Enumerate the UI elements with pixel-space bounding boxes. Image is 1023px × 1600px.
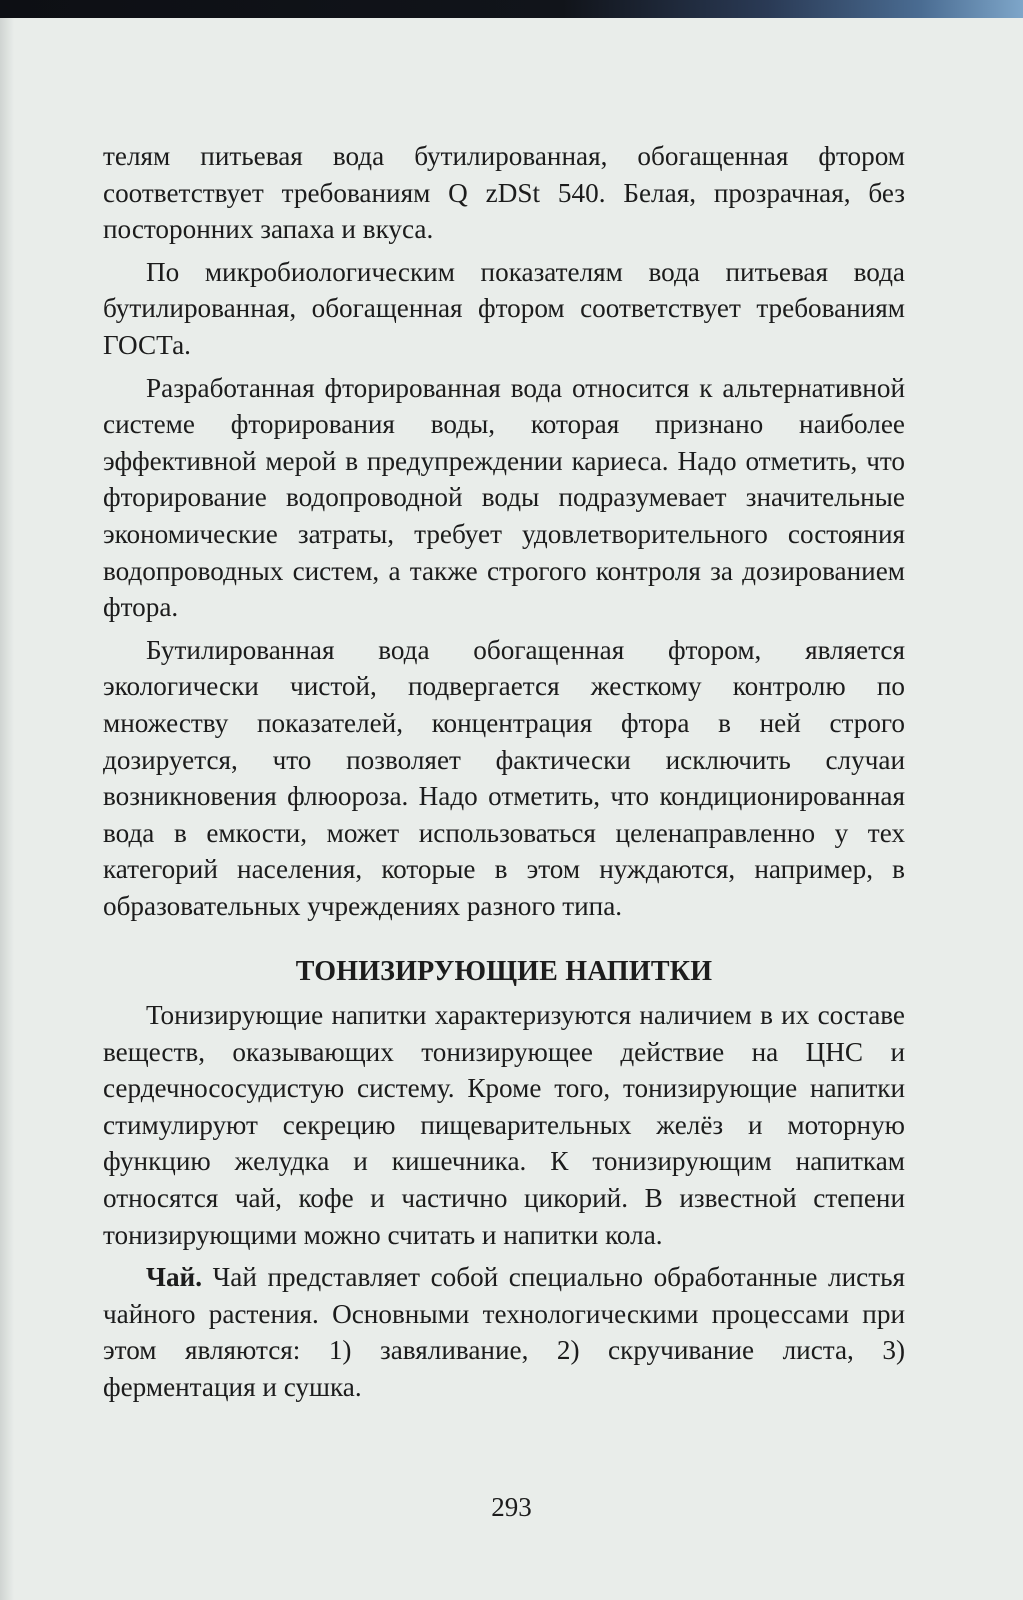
scan-top-edge [0, 0, 1023, 18]
tea-runin-heading: Чай. [146, 1262, 203, 1293]
page-body [103, 138, 905, 1406]
page-number: 293 [491, 1492, 532, 1522]
paragraph-tea [103, 1259, 905, 1405]
section-heading: ТОНИЗИРУЮЩИЕ НАПИТКИ [295, 956, 713, 988]
paragraph-fluoridation: Разработанная фторированная вода относится к альтернативной системе фторирования воды, которая признано наиболее эффективной мерой в предупреждении кариеса. Надо отметить, что фторирование водопроводной воды подразумевает значительные экономические затраты, требует удовлетворительного состояния водопроводных систем, а также строгого контроля за дозированием фтора. [103, 372, 905, 623]
page-left-shadow [0, 18, 14, 1600]
paragraph-tonic-drinks: Тонизирующие напитки характеризуются наличием в их составе веществ, оказывающих тонизирующее действие на ЦНС и сердечнососудистую систему. Кроме того, тонизирующие напитки стимулируют секрецию пищеварительных желёз и моторную функцию желудка и кишечника. К тонизирующим напиткам относятся чай, кофе и частично цикорий. В известной степени тонизирующими можно считать и напитки кола. [103, 1000, 905, 1250]
paragraph-continued: телям питьевая вода бутилированная, обогащенная фтором соответствует требованиям Q zDSt 540. Белая, прозрачная, без посторонних запаха и вкуса. [103, 141, 905, 245]
paragraph-microbiology: По микробиологическим показателям вода питьевая вода бутилированная, обогащенная фтором соответствует требованиям ГОСТа. [103, 256, 905, 360]
tea-text: Чай представляет собой специально обработанные листья чайного растения. Основными технологическими процессами при этом являются: 1) завяливание, 2) скручивание листа, 3) ферментация и сушка. [103, 1262, 905, 1402]
paragraph-bottled-water: Бутилированная вода обогащенная фтором, является экологически чистой, подвергается жесткому контролю по множеству показателей, концентрация фтора в ней строго дозируется, что позволяет фактически исключить случаи возникновения флюороза. Надо отметить, что кондиционированная вода в емкости, может использоваться целенаправленно у тех категорий населения, которые в этом нуждаются, например, в образовательных учреждениях разного типа. [103, 634, 905, 921]
